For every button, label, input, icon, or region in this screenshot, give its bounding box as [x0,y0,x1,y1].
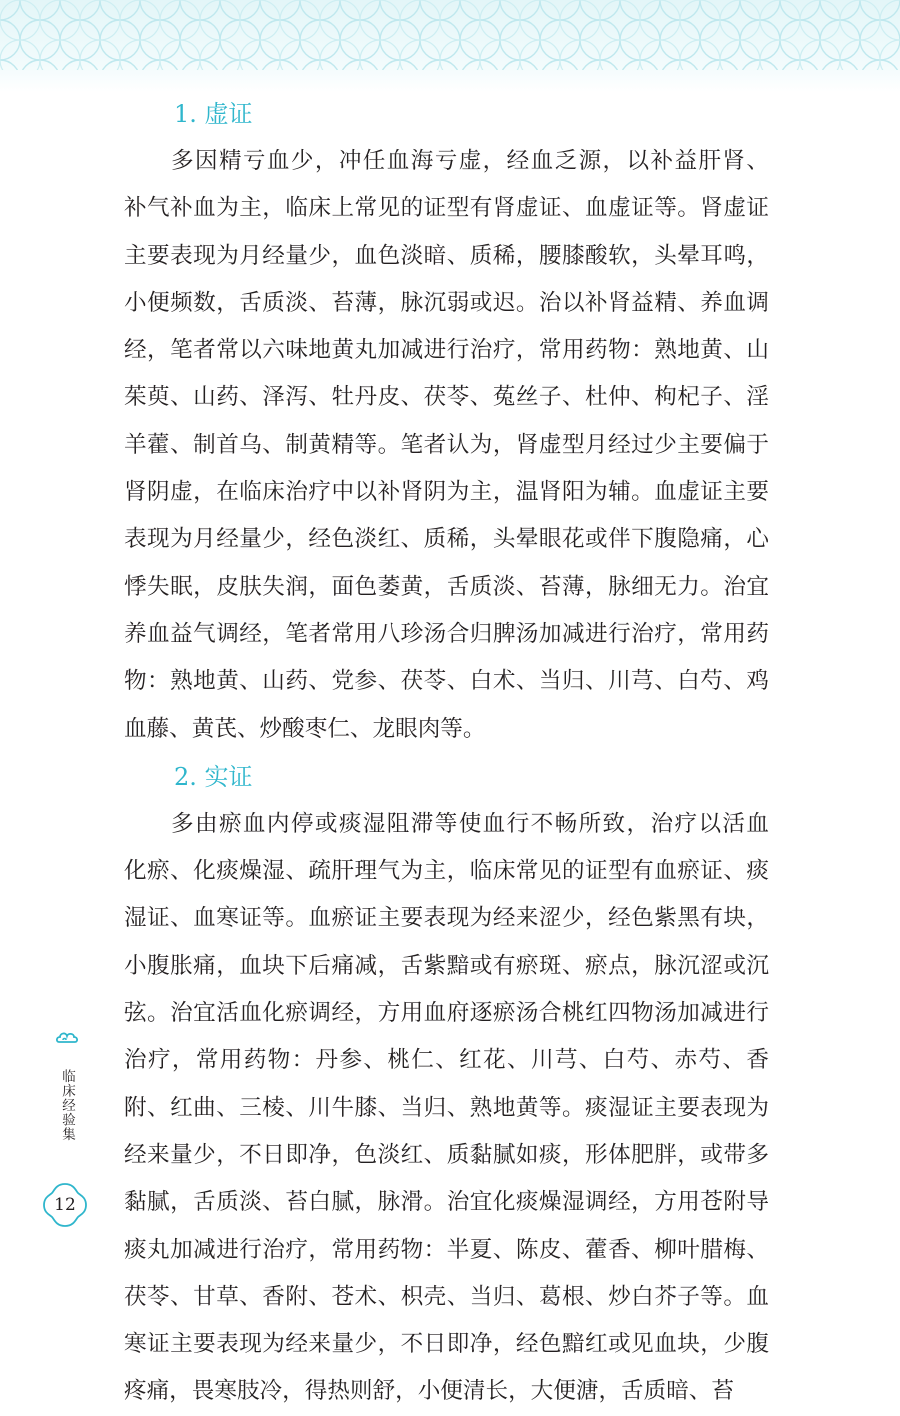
text-line: 附、红曲、三棱、川牛膝、当归、熟地黄等。痰湿证主要表现为 [124,1094,769,1121]
text-line: 表现为月经量少，经色淡红、质稀，头晕眼花或伴下腹隐痛，心 [124,526,769,553]
section-heading: 1. 虚证 [174,100,253,128]
text-line: 小腹胀痛，血块下后痛减，舌紫黯或有瘀斑、瘀点，脉沉涩或沉 [124,952,769,979]
text-line: 经，笔者常以六味地黄丸加减进行治疗，常用药物：熟地黄、山 [124,337,769,364]
text-line: 补气补血为主，临床上常见的证型有肾虚证、血虚证等。肾虚证 [124,195,769,222]
text-line: 疼痛，畏寒肢冷，得热则舒，小便清长，大便溏，舌质暗、苔 [124,1378,735,1405]
cloud-icon [55,1030,79,1046]
text-line: 弦。治宜活血化瘀调经，方用血府逐瘀汤合桃红四物汤加减进行 [124,1000,769,1027]
text-line: 痰丸加减进行治疗，常用药物：半夏、陈皮、藿香、柳叶腊梅、 [124,1236,769,1263]
main-text [124,90,769,1416]
text-line: 血藤、黄芪、炒酸枣仁、龙眼肉等。 [124,715,486,742]
side-tab [52,1030,82,1160]
text-line: 化瘀、化痰燥湿、疏肝理气为主，临床常见的证型有血瘀证、痰 [124,858,769,885]
text-line: 悸失眠，皮肤失润，面色萎黄，舌质淡、苔薄，脉细无力。治宜 [124,573,769,600]
text-line: 多由瘀血内停或痰湿阻滞等使血行不畅所致，治疗以活血 [171,810,769,837]
text-line: 物：熟地黄、山药、党参、茯苓、白术、当归、川芎、白芍、鸡 [124,668,769,695]
page-number: 12 [54,1195,76,1215]
text-line: 肾阴虚，在临床治疗中以补肾阴为主，温肾阳为辅。血虚证主要 [124,479,769,506]
top-decorative-band [0,0,900,92]
text-line: 茱萸、山药、泽泻、牡丹皮、茯苓、菟丝子、杜仲、枸杞子、淫 [124,384,769,411]
text-line: 寒证主要表现为经来量少，不日即净，经色黯红或见血块，少腹 [124,1331,769,1358]
text-line: 羊藿、制首乌、制黄精等。笔者认为，肾虚型月经过少主要偏于 [124,431,769,458]
text-line: 湿证、血寒证等。血瘀证主要表现为经来涩少，经色紫黑有块， [124,905,769,932]
text-line: 多因精亏血少，冲任血海亏虚，经血乏源，以补益肝肾、 [171,148,769,174]
section-heading: 2. 实证 [174,762,253,791]
lattice-pattern [0,0,900,70]
text-line: 养血益气调经，笔者常用八珍汤合归脾汤加减进行治疗，常用药 [124,620,769,647]
text-line: 黏腻，舌质淡、苔白腻，脉滑。治宜化痰燥湿调经，方用苍附导 [124,1189,769,1216]
text-line: 治疗，常用药物：丹参、桃仁、红花、川芎、白芍、赤芍、香 [124,1047,769,1074]
text-line: 主要表现为月经量少，血色淡暗、质稀，腰膝酸软，头晕耳鸣， [124,242,769,269]
text-line: 小便频数，舌质淡、苔薄，脉沉弱或迟。治以补肾益精、养血调 [124,289,769,316]
text-line: 茯苓、甘草、香附、苍术、枳壳、当归、葛根、炒白芥子等。血 [124,1283,769,1310]
page-number-badge [40,1180,90,1230]
book-title-vertical: 临床经验集 [59,1068,75,1142]
text-line: 经来量少，不日即净，色淡红、质黏腻如痰，形体肥胖，或带多 [124,1141,769,1168]
